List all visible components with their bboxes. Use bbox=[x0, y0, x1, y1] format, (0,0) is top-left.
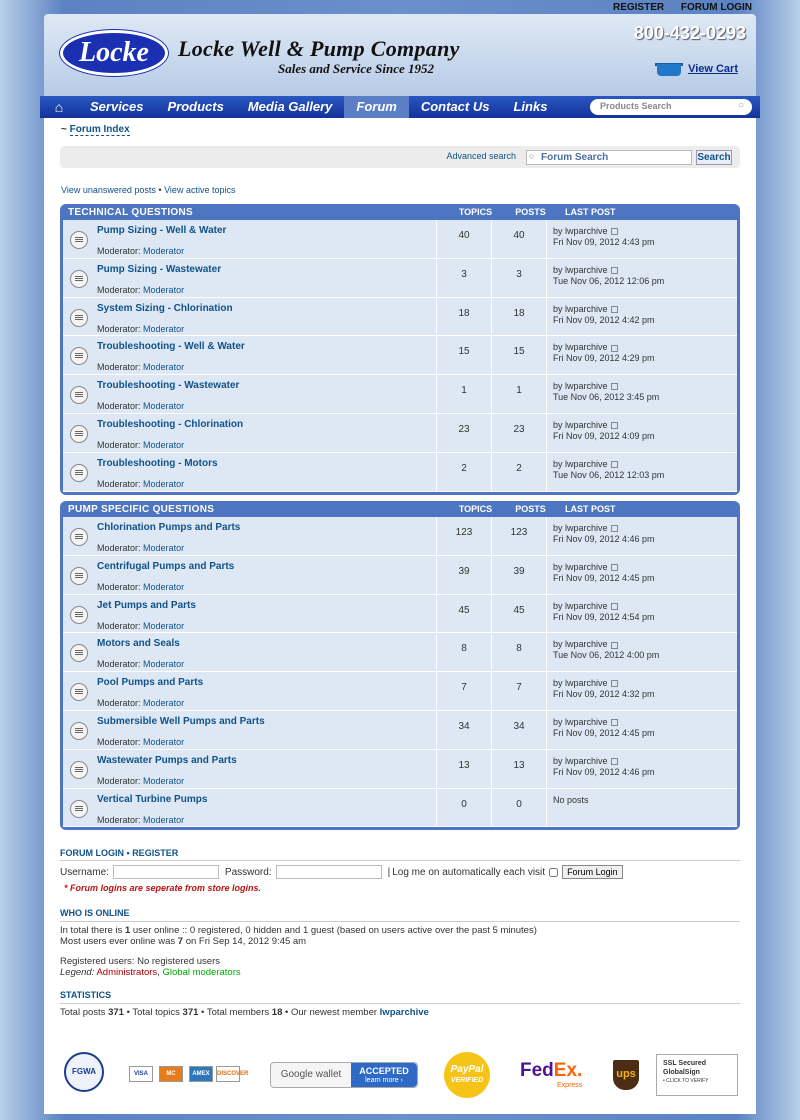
forum-row bbox=[63, 633, 737, 672]
forum-posts-count: 23 bbox=[492, 414, 547, 452]
forum-read-icon bbox=[70, 761, 88, 779]
forum-title-link[interactable]: System Sizing - Chlorination bbox=[97, 302, 233, 314]
view-latest-post-icon[interactable] bbox=[611, 461, 618, 468]
forum-info bbox=[63, 711, 437, 749]
forum-moderator: Moderator: Moderator bbox=[97, 775, 185, 786]
forum-topics-count: 2 bbox=[437, 453, 492, 491]
forum-moderator: Moderator: Moderator bbox=[97, 478, 185, 489]
last-post-date: Fri Nov 09, 2012 4:45 pm bbox=[553, 572, 655, 583]
forum-read-icon bbox=[70, 606, 88, 624]
forum-topics-count: 39 bbox=[437, 556, 492, 594]
view-latest-post-icon[interactable] bbox=[611, 383, 618, 390]
forum-row bbox=[63, 414, 737, 453]
forum-info bbox=[63, 556, 437, 594]
category-title[interactable]: PUMP SPECIFIC QUESTIONS bbox=[68, 503, 215, 515]
forum-topics-count: 13 bbox=[437, 750, 492, 788]
forum-moderator: Moderator: Moderator bbox=[97, 362, 185, 373]
last-post bbox=[547, 220, 655, 258]
forum-moderator: Moderator: Moderator bbox=[97, 736, 185, 747]
posts-column-header: POSTS bbox=[515, 207, 546, 217]
login-form bbox=[60, 865, 740, 879]
last-post-author[interactable]: by lwparchive bbox=[553, 716, 608, 727]
forum-row bbox=[63, 259, 737, 298]
forum-row bbox=[63, 556, 737, 595]
forum-topics-count: 8 bbox=[437, 633, 492, 671]
forum-info bbox=[63, 298, 437, 336]
last-post-date: Tue Nov 06, 2012 4:00 pm bbox=[553, 650, 660, 661]
view-latest-post-icon[interactable] bbox=[611, 228, 618, 235]
moderator-link[interactable]: Moderator bbox=[143, 775, 185, 786]
last-post-date: Fri Nov 09, 2012 4:54 pm bbox=[553, 611, 655, 622]
last-post bbox=[547, 298, 655, 336]
posts-column-header: POSTS bbox=[515, 504, 546, 514]
nav-forum[interactable]: Forum bbox=[344, 96, 408, 118]
discover-logo: DISCOVER bbox=[216, 1066, 240, 1082]
view-latest-post-icon[interactable] bbox=[611, 422, 618, 429]
forum-search-button[interactable]: Search bbox=[697, 152, 731, 163]
who-is-online bbox=[60, 908, 740, 978]
forum-topics-count: 3 bbox=[437, 259, 492, 297]
password-label: Password: bbox=[224, 866, 272, 878]
moderator-link[interactable]: Moderator bbox=[143, 736, 185, 747]
last-post-author[interactable]: by lwparchive bbox=[553, 523, 608, 533]
quick-links-separator: • bbox=[158, 185, 162, 195]
forum-info bbox=[63, 414, 437, 452]
forum-row bbox=[63, 750, 737, 789]
active-topics-link[interactable]: View active topics bbox=[164, 185, 236, 195]
company-name: Locke Well & Pump Company bbox=[178, 36, 460, 61]
forum-title-link[interactable]: Troubleshooting - Wastewater bbox=[97, 380, 240, 392]
nav-services[interactable]: Services bbox=[90, 99, 144, 114]
statistics-heading: STATISTICS bbox=[60, 990, 740, 1004]
login-heading-separator: • bbox=[126, 848, 130, 858]
forum-topics-count: 123 bbox=[437, 517, 492, 555]
last-post bbox=[547, 595, 655, 633]
last-post bbox=[547, 517, 655, 555]
forum-moderator: Moderator: Moderator bbox=[97, 323, 185, 334]
forum-row bbox=[63, 336, 737, 375]
logo[interactable]: Locke bbox=[60, 30, 168, 76]
login-heading bbox=[60, 848, 740, 861]
forum-title-link[interactable]: Wastewater Pumps and Parts bbox=[97, 754, 237, 766]
forum-moderator: Moderator: Moderator bbox=[97, 581, 185, 592]
forum-info bbox=[63, 672, 437, 710]
forum-title-link[interactable]: Submersible Well Pumps and Parts bbox=[97, 715, 265, 727]
forum-read-icon bbox=[70, 722, 88, 740]
last-post-date: Fri Nov 09, 2012 4:09 pm bbox=[553, 430, 655, 441]
last-post-author[interactable]: by lwparchive bbox=[553, 381, 608, 392]
topics-column-header: TOPICS bbox=[458, 504, 493, 514]
category-pump-specific-questions bbox=[60, 501, 740, 830]
view-latest-post-icon[interactable] bbox=[611, 680, 618, 687]
nav-media-gallery[interactable]: Media Gallery bbox=[247, 99, 333, 114]
forum-posts-count: 40 bbox=[492, 220, 547, 258]
last-post-date: Tue Nov 06, 2012 3:45 pm bbox=[553, 392, 660, 403]
last-post-author[interactable]: by lwparchive bbox=[553, 226, 608, 236]
view-latest-post-icon[interactable] bbox=[611, 306, 618, 313]
last-post-author[interactable]: No posts bbox=[553, 794, 589, 805]
mastercard-logo: MC bbox=[159, 1066, 183, 1082]
forum-title-link[interactable]: Troubleshooting - Chlorination bbox=[97, 418, 244, 430]
forum-search-input[interactable] bbox=[526, 150, 692, 165]
forum-posts-count: 3 bbox=[492, 259, 547, 297]
forum-topics-count: 18 bbox=[437, 298, 492, 336]
login-note: * Forum logins are seperate from store logins. bbox=[64, 883, 262, 893]
online-total: In total there is 1 user online :: 0 registered, 0 hidden and 1 guest (based on users active over the past 5 minutes) bbox=[60, 925, 537, 936]
last-post bbox=[547, 672, 655, 710]
unanswered-posts-link[interactable]: View unanswered posts bbox=[61, 185, 156, 195]
forum-topics-count: 1 bbox=[437, 375, 492, 413]
forum-read-icon bbox=[70, 309, 88, 327]
forum-moderator: Moderator: Moderator bbox=[97, 284, 185, 295]
password-input[interactable] bbox=[276, 865, 382, 879]
forum-info bbox=[63, 336, 437, 374]
last-post bbox=[547, 556, 655, 594]
paypal-verified-badge[interactable]: PayPal VERIFIED bbox=[444, 1052, 490, 1098]
last-post bbox=[547, 414, 655, 452]
forum-topics-count: 0 bbox=[437, 789, 492, 827]
main-nav bbox=[40, 96, 760, 118]
forum-index-link[interactable]: Forum Index bbox=[69, 124, 130, 135]
forum-title-link[interactable]: Jet Pumps and Parts bbox=[97, 599, 196, 611]
last-post bbox=[547, 259, 664, 297]
site-header bbox=[44, 14, 756, 96]
nav-products[interactable]: Products bbox=[167, 99, 224, 114]
phone-number: 800-432-0293 bbox=[633, 23, 746, 43]
globalsign-ssl-badge[interactable]: SSL Secured GlobalSign • CLICK TO VERIFY bbox=[656, 1054, 738, 1096]
visa-logo: VISA bbox=[129, 1066, 153, 1082]
forum-posts-count: 0 bbox=[492, 789, 547, 827]
forum-posts-count: 15 bbox=[492, 336, 547, 374]
fgwa-logo[interactable]: FGWA bbox=[64, 1052, 104, 1092]
registered-users: Registered users: No registered users bbox=[60, 956, 220, 967]
top-links bbox=[599, 2, 752, 13]
last-post-column-header: LAST POST bbox=[565, 207, 616, 217]
forum-moderator: Moderator: Moderator bbox=[97, 698, 185, 709]
moderator-link[interactable]: Moderator bbox=[143, 246, 185, 256]
forum-title-link[interactable]: Pump Sizing - Well & Water bbox=[97, 225, 227, 236]
forum-topics-count: 7 bbox=[437, 672, 492, 710]
forum-title-link[interactable]: Pool Pumps and Parts bbox=[97, 677, 204, 689]
forum-row bbox=[63, 517, 737, 556]
forum-search-bar bbox=[60, 146, 740, 168]
last-post-author[interactable]: by lwparchive bbox=[553, 678, 608, 689]
statistics-line: Total posts 371 • Total topics 371 • Total members 18 • Our newest member lwparchive bbox=[60, 1007, 429, 1018]
auto-login-checkbox[interactable] bbox=[549, 868, 558, 877]
products-search-placeholder: Products Search bbox=[600, 101, 672, 111]
nav-links[interactable]: Links bbox=[513, 99, 548, 114]
view-latest-post-icon[interactable] bbox=[611, 525, 618, 532]
auto-login-label: Log me on automatically each visit bbox=[392, 866, 546, 878]
register-link[interactable]: REGISTER bbox=[612, 2, 665, 13]
category-technical-questions bbox=[60, 204, 740, 495]
last-post-column-header: LAST POST bbox=[565, 504, 616, 514]
last-post-author[interactable]: by lwparchive bbox=[553, 303, 608, 314]
forum-posts-count: 45 bbox=[492, 595, 547, 633]
forum-login-button[interactable]: Forum Login bbox=[562, 865, 623, 879]
forum-read-icon bbox=[70, 464, 88, 482]
last-post-author[interactable]: by lwparchive bbox=[553, 264, 608, 275]
forum-posts-count: 123 bbox=[492, 517, 547, 555]
moderator-link[interactable]: Moderator bbox=[143, 401, 185, 412]
forum-title-link[interactable]: Centrifugal Pumps and Parts bbox=[97, 560, 235, 572]
view-latest-post-icon[interactable] bbox=[611, 603, 618, 610]
category-title[interactable]: TECHNICAL QUESTIONS bbox=[68, 206, 193, 218]
moderator-link[interactable]: Moderator bbox=[143, 323, 185, 334]
username-label: Username: bbox=[60, 866, 109, 878]
last-post bbox=[547, 336, 655, 374]
view-latest-post-icon[interactable] bbox=[611, 564, 618, 571]
forum-read-icon bbox=[70, 567, 88, 585]
last-post-author[interactable]: by lwparchive bbox=[553, 639, 608, 650]
forum-login-heading-link[interactable]: FORUM LOGIN bbox=[60, 848, 124, 858]
last-post-author[interactable]: by lwparchive bbox=[553, 342, 608, 353]
forum-row bbox=[63, 595, 737, 634]
forum-info bbox=[63, 517, 437, 555]
view-cart-link[interactable]: View Cart bbox=[688, 63, 738, 75]
forum-moderator: Moderator: Moderator bbox=[97, 814, 185, 825]
last-post-author[interactable]: by lwparchive bbox=[553, 755, 608, 766]
home-icon[interactable]: ⌂ bbox=[54, 99, 64, 115]
forum-info bbox=[63, 375, 437, 413]
forum-read-icon bbox=[70, 270, 88, 288]
forum-moderator: Moderator: Moderator bbox=[97, 246, 185, 256]
last-post-author[interactable]: by lwparchive bbox=[553, 561, 608, 572]
moderator-link[interactable]: Moderator bbox=[143, 581, 185, 592]
forum-topics-count: 15 bbox=[437, 336, 492, 374]
forum-title-link[interactable]: Troubleshooting - Well & Water bbox=[97, 341, 245, 353]
category-header bbox=[63, 501, 737, 517]
forum-title-link[interactable]: Motors and Seals bbox=[97, 638, 180, 650]
last-post bbox=[547, 453, 664, 491]
last-post bbox=[547, 789, 589, 827]
forum-topics-count: 40 bbox=[437, 220, 492, 258]
forum-posts-count: 1 bbox=[492, 375, 547, 413]
login-separator: | bbox=[387, 866, 391, 878]
last-post bbox=[547, 633, 659, 671]
last-post-date: Fri Nov 09, 2012 4:32 pm bbox=[553, 689, 655, 700]
moderator-link[interactable]: Moderator bbox=[143, 814, 185, 825]
last-post-date: Fri Nov 09, 2012 4:46 pm bbox=[553, 766, 655, 777]
forum-title-link[interactable]: Pump Sizing - Wastewater bbox=[97, 263, 222, 275]
view-latest-post-icon[interactable] bbox=[611, 642, 618, 649]
statistics bbox=[60, 990, 740, 1018]
quick-links bbox=[61, 185, 235, 195]
moderator-link[interactable]: Moderator bbox=[143, 284, 185, 295]
administrators-link[interactable]: Administrators bbox=[96, 967, 158, 978]
last-post-author[interactable]: by lwparchive bbox=[553, 458, 608, 469]
forum-posts-count: 7 bbox=[492, 672, 547, 710]
footer-logos bbox=[44, 1048, 756, 1108]
moderator-link[interactable]: Moderator bbox=[143, 362, 185, 373]
last-post-date: Fri Nov 09, 2012 4:43 pm bbox=[553, 237, 655, 247]
forum-topics-count: 23 bbox=[437, 414, 492, 452]
moderator-link[interactable]: Moderator bbox=[143, 478, 185, 489]
moderator-link[interactable]: Moderator bbox=[143, 543, 185, 553]
forum-row bbox=[63, 298, 737, 337]
breadcrumb-prefix: ~ bbox=[61, 124, 67, 135]
forum-posts-count: 39 bbox=[492, 556, 547, 594]
forum-read-icon bbox=[70, 528, 88, 546]
forum-info bbox=[63, 789, 437, 827]
forum-title-link[interactable]: Troubleshooting - Motors bbox=[97, 457, 218, 469]
forum-read-icon bbox=[70, 683, 88, 701]
forum-row bbox=[63, 672, 737, 711]
breadcrumb bbox=[61, 124, 130, 135]
forum-row bbox=[63, 453, 737, 492]
google-wallet-learn-more[interactable]: learn more › bbox=[365, 1077, 403, 1084]
forum-posts-count: 2 bbox=[492, 453, 547, 491]
forum-moderator: Moderator: Moderator bbox=[97, 543, 185, 553]
google-wallet-accepted: ACCEPTED learn more › bbox=[351, 1063, 417, 1087]
fedex-logo: FedEx. Express bbox=[520, 1060, 583, 1089]
forum-read-icon bbox=[70, 231, 88, 249]
last-post-date: Fri Nov 09, 2012 4:42 pm bbox=[553, 314, 655, 325]
who-online-heading: WHO IS ONLINE bbox=[60, 908, 740, 922]
forum-info bbox=[63, 750, 437, 788]
view-latest-post-icon[interactable] bbox=[611, 758, 618, 765]
products-search-input[interactable] bbox=[590, 99, 752, 115]
moderator-link[interactable]: Moderator bbox=[143, 659, 185, 670]
online-record: Most users ever online was 7 on Fri Sep 14, 2012 9:45 am bbox=[60, 936, 307, 947]
forum-read-icon bbox=[70, 800, 88, 818]
last-post-author[interactable]: by lwparchive bbox=[553, 600, 608, 611]
forum-row bbox=[63, 711, 737, 750]
forum-info bbox=[63, 595, 437, 633]
view-latest-post-icon[interactable] bbox=[611, 267, 618, 274]
forum-search-placeholder: Forum Search bbox=[541, 152, 609, 163]
forum-moderator: Moderator: Moderator bbox=[97, 439, 185, 450]
global-moderators-link[interactable]: Global moderators bbox=[162, 967, 241, 978]
forum-read-icon bbox=[70, 347, 88, 365]
forum-row bbox=[63, 220, 737, 259]
topics-column-header: TOPICS bbox=[458, 207, 493, 217]
newest-member-link[interactable]: lwparchive bbox=[379, 1007, 429, 1018]
forum-login-link[interactable]: FORUM LOGIN bbox=[680, 2, 752, 13]
login-section bbox=[60, 848, 740, 893]
forum-read-icon bbox=[70, 425, 88, 443]
basket-icon[interactable] bbox=[655, 60, 683, 78]
forum-info bbox=[63, 453, 437, 491]
forum-topics-count: 45 bbox=[437, 595, 492, 633]
forum-moderator: Moderator: Moderator bbox=[97, 401, 185, 412]
ups-logo: ups bbox=[613, 1060, 639, 1090]
last-post bbox=[547, 750, 655, 788]
last-post-date: Tue Nov 06, 2012 12:03 pm bbox=[553, 469, 665, 480]
forum-read-icon bbox=[70, 386, 88, 404]
google-wallet-badge[interactable] bbox=[270, 1062, 418, 1088]
last-post bbox=[547, 375, 659, 413]
moderator-link[interactable]: Moderator bbox=[143, 620, 185, 631]
forum-posts-count: 8 bbox=[492, 633, 547, 671]
search-icon[interactable]: ○ bbox=[737, 100, 744, 111]
google-wallet-text: Google wallet bbox=[280, 1069, 342, 1080]
search-icon: ○ bbox=[529, 151, 535, 161]
nav-contact-us[interactable]: Contact Us bbox=[420, 99, 490, 114]
last-post-date: Fri Nov 09, 2012 4:45 pm bbox=[553, 727, 655, 738]
view-latest-post-icon[interactable] bbox=[611, 719, 618, 726]
legend: Legend: Administrators, Global moderators bbox=[60, 967, 241, 978]
last-post-author[interactable]: by lwparchive bbox=[553, 419, 608, 430]
forum-moderator: Moderator: Moderator bbox=[97, 659, 185, 670]
tagline: Sales and Service Since 1952 bbox=[278, 61, 434, 76]
forum-info bbox=[63, 220, 437, 258]
main-content bbox=[44, 118, 756, 1114]
forum-info bbox=[63, 259, 437, 297]
username-input[interactable] bbox=[113, 865, 219, 879]
category-header bbox=[63, 204, 737, 220]
register-heading-link[interactable]: REGISTER bbox=[132, 848, 179, 858]
forum-row bbox=[63, 375, 737, 414]
forum-info bbox=[63, 633, 437, 671]
last-post-date: Tue Nov 06, 2012 12:06 pm bbox=[553, 275, 665, 286]
cart[interactable] bbox=[655, 60, 738, 78]
moderator-link[interactable]: Moderator bbox=[143, 698, 185, 709]
forum-posts-count: 13 bbox=[492, 750, 547, 788]
advanced-search-link[interactable]: Advanced search bbox=[446, 151, 516, 161]
amex-logo: AMEX bbox=[189, 1066, 213, 1082]
forum-moderator: Moderator: Moderator bbox=[97, 620, 185, 631]
forum-read-icon bbox=[70, 644, 88, 662]
forum-title-link[interactable]: Vertical Turbine Pumps bbox=[97, 793, 208, 805]
forum-title-link[interactable]: Chlorination Pumps and Parts bbox=[97, 522, 241, 533]
last-post-date: Fri Nov 09, 2012 4:46 pm bbox=[553, 534, 655, 544]
view-latest-post-icon[interactable] bbox=[611, 345, 618, 352]
forum-posts-count: 34 bbox=[492, 711, 547, 749]
forum-row bbox=[63, 789, 737, 828]
moderator-link[interactable]: Moderator bbox=[143, 439, 185, 450]
forum-posts-count: 18 bbox=[492, 298, 547, 336]
forum-topics-count: 34 bbox=[437, 711, 492, 749]
last-post-date: Fri Nov 09, 2012 4:29 pm bbox=[553, 353, 655, 364]
last-post bbox=[547, 711, 655, 749]
